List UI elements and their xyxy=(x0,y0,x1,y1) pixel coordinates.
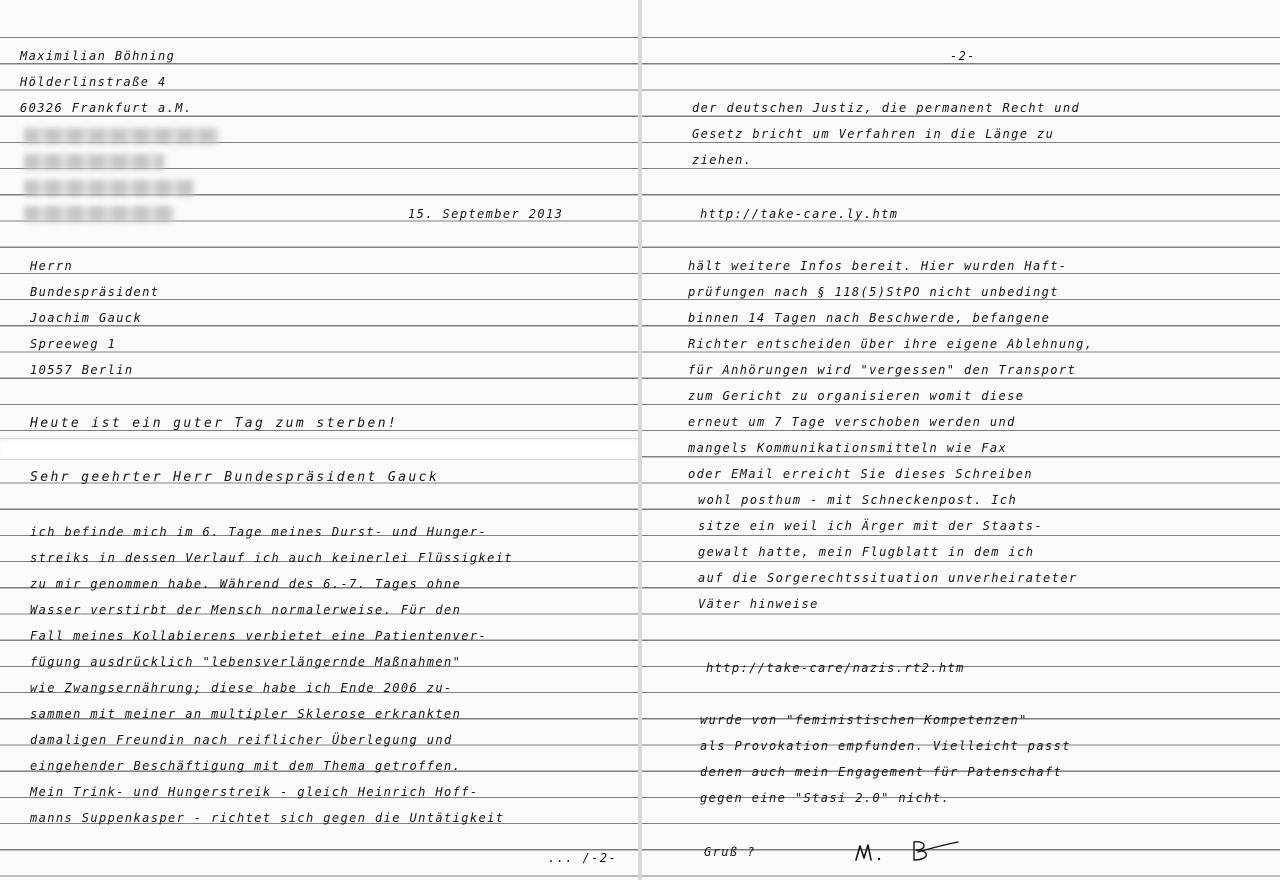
body-line: Mein Trink- und Hungerstreik - gleich Heinrich Hoff- xyxy=(30,785,479,799)
recipient-line: Bundespräsident xyxy=(30,285,160,299)
salutation: Sehr geehrter Herr Bundespräsident Gauck xyxy=(30,470,440,485)
body-line: eingehender Beschäftigung mit dem Thema getroffen. xyxy=(30,759,462,773)
recipient-line: Herrn xyxy=(30,259,74,273)
body-line: Fall meines Kollabierens verbietet eine Patientenver- xyxy=(30,629,488,643)
body-line: der deutschen Justiz, die permanent Recht und xyxy=(692,101,1081,115)
body-line: streiks in dessen Verlauf ich auch keinerlei Flüssigkeit xyxy=(30,551,513,565)
body-line: wurde von "feministischen Kompetenzen" xyxy=(700,713,1028,727)
body-line: Wasser verstirbt der Mensch normalerweise. Für den xyxy=(30,603,462,617)
body-line: oder EMail erreicht Sie dieses Schreiben xyxy=(688,467,1033,481)
body-line: denen auch mein Engagement für Patenschaft xyxy=(700,765,1063,779)
body-line: zu mir genommen habe. Während des 6.-7. Tages ohne xyxy=(30,577,462,591)
letter-page-1 xyxy=(0,0,638,880)
sender-street: Hölderlinstraße 4 xyxy=(20,75,167,89)
body-line: prüfungen nach § 118(5)StPO nicht unbedingt xyxy=(688,285,1059,299)
body-line: gewalt hatte, mein Flugblatt in dem ich xyxy=(698,545,1035,559)
page-continuation: ... /-2- xyxy=(548,851,617,865)
body-line: Väter hinweise xyxy=(698,597,819,611)
letter-date: 15. September 2013 xyxy=(408,207,564,221)
body-line: Gesetz bricht um Verfahren in die Länge zu xyxy=(692,127,1055,141)
sender-city: 60326 Frankfurt a.M. xyxy=(20,101,193,115)
body-line: binnen 14 Tagen nach Beschwerde, befangene xyxy=(688,311,1051,325)
body-line: auf die Sorgerechtssituation unverheirateter xyxy=(698,571,1078,585)
recipient-line: Spreeweg 1 xyxy=(30,337,117,351)
closing: Gruß ? xyxy=(704,845,756,859)
body-line: sitze ein weil ich Ärger mit der Staats- xyxy=(698,519,1043,533)
link-nazis: http://take-care/nazis.rt2.htm xyxy=(706,661,965,675)
body-line: wohl posthum - mit Schneckenpost. Ich xyxy=(698,493,1018,507)
recipient-line: Joachim Gauck xyxy=(30,311,143,325)
body-line: zum Gericht zu organisieren womit diese xyxy=(688,389,1025,403)
signature-icon xyxy=(852,834,962,866)
sender-name: Maximilian Böhning xyxy=(20,49,176,63)
body-line: wie Zwangsernährung; diese habe ich Ende 2006 zu- xyxy=(30,681,453,695)
body-line: Richter entscheiden über ihre eigene Ablehnung, xyxy=(688,337,1094,351)
letter-page-2 xyxy=(642,0,1280,880)
body-line: mangels Kommunikationsmitteln wie Fax xyxy=(688,441,1008,455)
body-line: für Anhörungen wird "vergessen" den Transport xyxy=(688,363,1077,377)
body-line: erneut um 7 Tage verschoben werden und xyxy=(688,415,1016,429)
body-line: fügung ausdrücklich "lebensverlängernde Maßnahmen" xyxy=(30,655,462,669)
body-line: damaligen Freundin nach reiflicher Überlegung und xyxy=(30,733,453,747)
body-line: manns Suppenkasper - richtet sich gegen die Untätigkeit xyxy=(30,811,505,825)
body-line: ziehen. xyxy=(692,153,753,167)
body-line: ich befinde mich im 6. Tage meines Durst- und Hunger- xyxy=(30,525,488,539)
headline: Heute ist ein guter Tag zum sterben! xyxy=(30,416,399,431)
page-number: -2- xyxy=(950,49,976,63)
body-line: gegen eine "Stasi 2.0" nicht. xyxy=(700,791,951,805)
link-take-care: http://take-care.ly.htm xyxy=(700,207,899,221)
recipient-line: 10557 Berlin xyxy=(30,363,134,377)
page-fold xyxy=(0,438,638,460)
body-line: hält weitere Infos bereit. Hier wurden Haft- xyxy=(688,259,1068,273)
body-line: sammen mit meiner an multipler Sklerose erkrankten xyxy=(30,707,462,721)
body-line: als Provokation empfunden. Vielleicht passt xyxy=(700,739,1071,753)
